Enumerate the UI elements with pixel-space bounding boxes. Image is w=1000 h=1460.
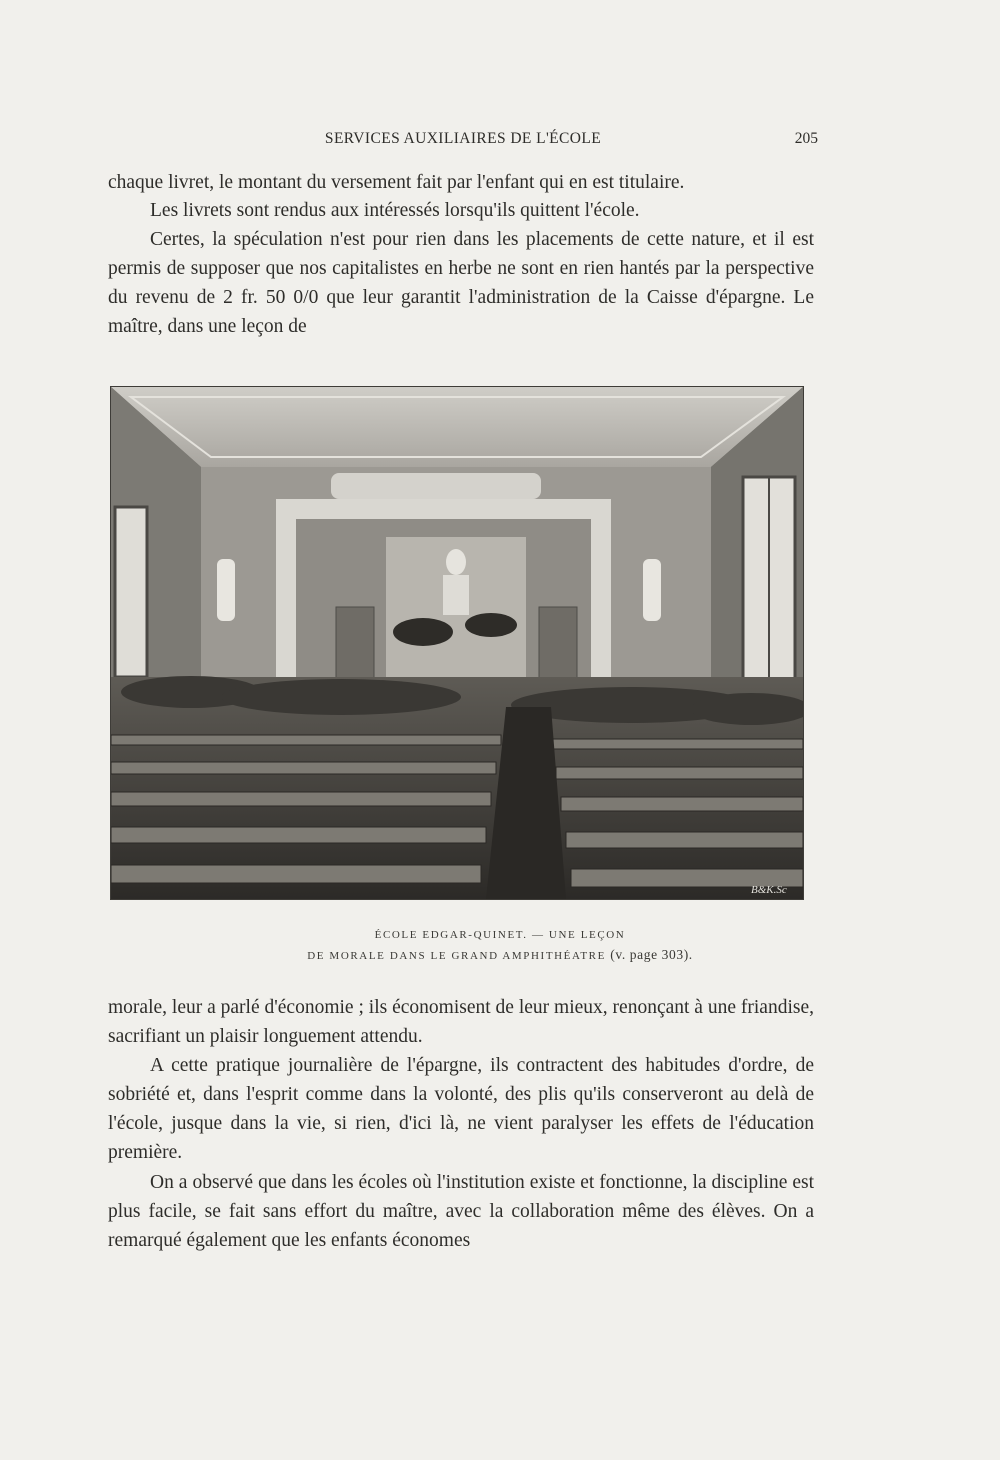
paragraph-discipline: On a observé que dans les écoles où l'institution existe et fonctionne, la discipline est plus facile, se fait sans effort du maître, avec la collaboration même des élèves. On a remarqué également que les enfants économes bbox=[108, 1172, 814, 1251]
figure-caption-line1: ÉCOLE EDGAR-QUINET. — UNE LEÇON bbox=[374, 929, 626, 941]
paragraph-pratique: A cette pratique journalière de l'épargne, ils contractent des habitudes d'ordre, de sobriété et, dans l'esprit comme dans la volonté, des plis qu'ils conserveront au delà de l'école, jusque dans la vie, si rien, d'ici là, ne vient paralyser les effets de l'éducation première. bbox=[108, 1055, 814, 1163]
caption-page-ref: (v. page 303). bbox=[610, 947, 693, 962]
page-number: 205 bbox=[794, 130, 818, 147]
page-header bbox=[108, 130, 818, 156]
paragraph-continued: chaque livret, le montant du versement fait par l'enfant qui en est titulaire. bbox=[108, 172, 685, 193]
paragraph-livrets: Les livrets sont rendus aux intéressés lorsqu'ils quittent l'école. bbox=[150, 200, 640, 221]
figure-caption-line2 bbox=[200, 947, 800, 963]
paragraph-speculation: Certes, la spéculation n'est pour rien dans les placements de cette nature, et il est permis de supposer que nos capitalistes en herbe ne sont en rien hantés par la perspective du revenu de 2 fr. 50 0/0 que leur garantit l'administration de la Caisse d'épargne. Le maître, dans une leçon de bbox=[108, 229, 814, 337]
paragraph-morale: morale, leur a parlé d'économie ; ils économisent de leur mieux, renonçant à une friandise, sacrifiant un plaisir longuement attendu. bbox=[108, 997, 814, 1047]
engraver-mark: B&K.Sc bbox=[751, 884, 787, 896]
caption-text: DE MORALE DANS LE GRAND AMPHITHÉATRE bbox=[307, 950, 606, 962]
running-head: SERVICES AUXILIAIRES DE L'ÉCOLE bbox=[324, 130, 602, 147]
classroom-photograph bbox=[110, 386, 804, 900]
